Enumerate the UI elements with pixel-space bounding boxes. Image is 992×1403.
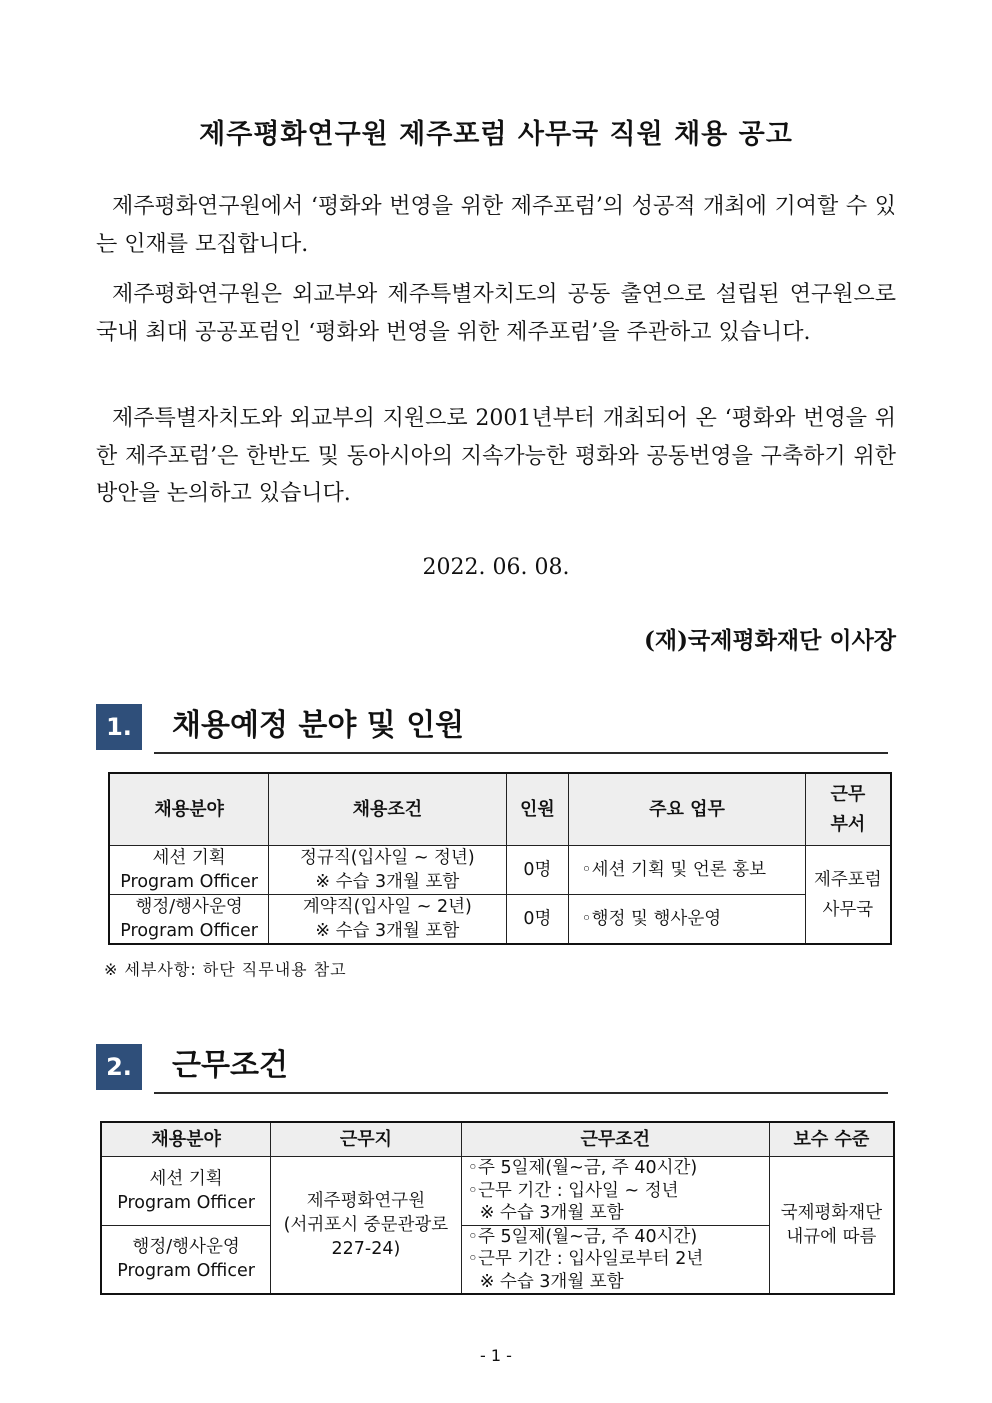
condition-period: ◦근무 기간 : 입사일로부터 2년 [467,1249,704,1269]
header-field: 채용분야 [101,1122,271,1157]
condition-probation: ※ 수습 3개월 포함 [479,1203,624,1223]
section-1-title: 채용예정 분야 및 인원 [172,708,465,743]
condition-cell [269,846,506,895]
field-name: 세션 기획 [149,1168,223,1189]
dept-cell: 제주포럼 사무국 [805,846,891,945]
table-row [101,1157,894,1226]
announcement-date: 2022. 06. 08. [422,555,570,580]
location-cell: 제주평화연구원 (서귀포시 중문관광로 227-24) [271,1157,462,1295]
section-1-heading [96,704,888,750]
header-duty: 주요 업무 [569,773,805,846]
condition-period: ◦근무 기간 : 입사일 ~ 정년 [467,1180,679,1201]
condition-hours: ◦주 5일제(월~금, 주 40시간) [467,1226,698,1247]
condition-note: ※ 수습 3개월 포함 [315,921,460,941]
field-name: 세션 기획 [152,848,226,868]
section-1-number: 1. [96,704,142,750]
header-pay: 보수 수준 [769,1122,894,1157]
field-title: Program Officer [120,921,258,941]
duty-cell: ◦세션 기획 및 언론 홍보 [569,846,805,895]
section-2-underline [154,1092,888,1094]
section-2-number: 2. [96,1044,142,1090]
condition-type: 정규직(입사일 ~ 정년) [300,848,475,868]
condition-hours: ◦주 5일제(월~금, 주 40시간) [467,1158,698,1178]
condition-type: 계약직(입사일 ~ 2년) [302,897,472,917]
working-conditions-table [100,1121,895,1295]
document-title: 제주평화연구원 제주포럼 사무국 직원 채용 공고 [199,119,793,150]
field-cell [109,846,269,895]
table-header-row [101,1122,894,1157]
table-row [109,846,891,895]
section-1-underline [154,752,888,754]
field-name: 행정/행사운영 [135,897,243,917]
header-field: 채용분야 [109,773,269,846]
condition-note: ※ 수습 3개월 포함 [315,872,460,892]
count-cell: 0명 [506,846,569,895]
page-number: - 1 - [480,1346,512,1365]
count-cell: 0명 [506,895,569,945]
field-cell [101,1225,271,1294]
condition-cell [269,895,506,945]
field-title: Program Officer [117,1192,255,1213]
pay-cell: 국제평화재단 내규에 따름 [769,1157,894,1295]
table-header-row [109,773,891,846]
header-condition: 채용조건 [269,773,506,846]
field-cell [109,895,269,945]
duty-cell: ◦행정 및 행사운영 [569,895,805,945]
field-name: 행정/행사운영 [132,1237,240,1258]
table-row [109,895,891,945]
field-title: Program Officer [120,872,258,892]
recruitment-table [108,772,892,945]
condition-probation: ※ 수습 3개월 포함 [479,1271,624,1292]
field-title: Program Officer [117,1261,255,1282]
signature: (재)국제평화재단 이사장 [644,627,896,654]
intro-paragraph-1: 제주평화연구원에서 ‘평화와 번영을 위한 제주포럼’의 성공적 개최에 기여할 수 있는 인재를 모집합니다. [96,194,896,257]
conditions-cell [461,1225,769,1294]
header-count: 인원 [506,773,569,846]
header-location: 근무지 [271,1122,462,1157]
table-note: ※ 세부사항: 하단 직무내용 참고 [104,960,347,979]
section-2-title: 근무조건 [172,1048,288,1083]
section-2-heading [96,1044,888,1090]
header-dept: 근무 부서 [805,773,891,846]
field-cell [101,1157,271,1226]
intro-paragraph-2: 제주평화연구원은 외교부와 제주특별자치도의 공동 출연으로 설립된 연구원으로 국내 최대 공공포럼인 ‘평화와 번영을 위한 제주포럼’을 주관하고 있습니다. [96,282,896,345]
intro-paragraph-3: 제주특별자치도와 외교부의 지원으로 2001년부터 개최되어 온 ‘평화와 번영을 위한 제주포럼’은 한반도 및 동아시아의 지속가능한 평화와 공동번영을 구축하기 위한 방안을 논의하고 있습니다. [96,406,896,506]
header-conditions: 근무조건 [461,1122,769,1157]
conditions-cell [461,1157,769,1226]
